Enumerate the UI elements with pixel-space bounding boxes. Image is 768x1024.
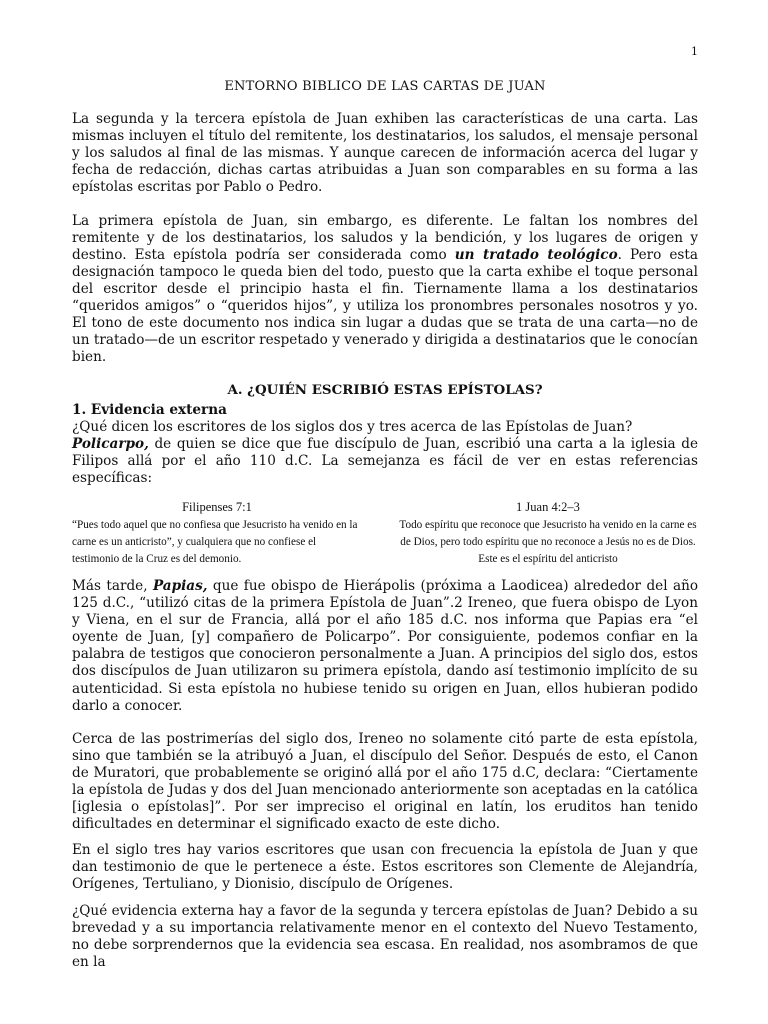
paragraph-text: La primera epístola de Juan, sin embargo, es diferente. Le faltan los nombres del remitente y de los destinatarios, los saludos y la bendición, y los lugares de origen y destino. Esta epístola podría ser considerada como bbox=[72, 212, 698, 263]
reference-quote: “Pues todo aquel que no confiesa que Jesucristo ha venido en la carne es un anticristo”, y cualquiera que no confiese el testimonio de la Cruz es del demonio. bbox=[72, 518, 358, 565]
page-number: 1 bbox=[691, 45, 698, 58]
person-name: Papias, bbox=[152, 577, 208, 594]
paragraph-papias bbox=[72, 578, 698, 715]
paragraph-text: de quien se dice que fue discípulo de Juan, escribió una carta a la iglesia de Filipos allá por el año 110 d.C. La semejanza es fácil de ver en estas referencias específicas: bbox=[72, 435, 698, 486]
document-title: ENTORNO BIBLICO DE LAS CARTAS DE JUAN bbox=[224, 79, 546, 94]
paragraph-text: que fue obispo de Hierápolis (próxima a Laodicea) alrededor del año 125 d.C., “utilizó citas de la primera Epístola de Juan”.2 Ireneo, que fuera obispo de Lyon y Viena, en el sur de Francia, allá por el año 185 d.C. nos informa que Papias era “el oyente de Juan, [y] compañero de Policarpo”. Por consiguiente, podemos confiar en la palabra de testigos que conocieron personalmente a Juan. A principios del siglo dos, estos dos discípulos de Juan utilizaron su primera epístola, dando así testimonio implícito de su autenticidad. Si esta epístola no hubiese tenido su origen en Juan, ellos hubieran podido darlo a conocer. bbox=[72, 577, 699, 714]
comparison-columns bbox=[72, 500, 698, 568]
paragraph-question: ¿Qué dicen los escritores de los siglos dos y tres acerca de las Epístolas de Juan? bbox=[72, 418, 633, 435]
paragraph-first-epistle bbox=[72, 213, 698, 367]
document-body bbox=[72, 78, 698, 971]
paragraph-evidencia: ¿Qué evidencia externa hay a favor de la segunda y tercera epístolas de Juan? Debido a su brevedad y a su importancia relativamente menor en el contexto del Nuevo Testamento, no debe sorprendernos que la evidencia sea escasa. En realidad, nos asombramos de que en la bbox=[72, 902, 698, 970]
paragraph-policarpo bbox=[72, 436, 698, 487]
paragraph-ireneo: Cerca de las postrimerías del siglo dos, Ireneo no solamente citó parte de esta epístola, sino que también se la atribuyó a Juan, el discípulo del Señor. Después de esto, el Canon de Muratori, que probablemente se originó allá por el año 175 d.C, declara: “Ciertamente la epístola de Judas y dos del Juan mencionado anteriormente son aceptadas en la católica [iglesia o epístolas]”. Por ser impreciso el original en latín, los eruditos han tenido dificultades en determinar el significado exacto de este dicho. bbox=[72, 730, 698, 833]
reference-quote: Todo espíritu que reconoce que Jesucristo ha venido en la carne es de Dios, pero todo espíritu que no reconoce a Jesús no es de Dios. Este es el espíritu del anticristo bbox=[399, 518, 697, 565]
emphasis-text: un tratado teológico bbox=[454, 246, 618, 263]
paragraph-siglo-tres: En el siglo tres hay varios escritores que usan con frecuencia la epístola de Juan y que dan testimonio de que le pertenece a éste. Estos escritores son Clemente de Alejandría, Orígenes, Tertuliano, y Dionisio, discípulo de Orígenes. bbox=[72, 842, 698, 893]
paragraph-intro: La segunda y la tercera epístola de Juan exhiben las características de una carta. Las mismas incluyen el título del remitente, los destinatarios, los saludos, el mensaje personal y los saludos al final de las mismas. Y aunque carecen de información acerca del lugar y fecha de redacción, dichas cartas atribuidas a Juan son comparables en su forma a las epístolas escritas por Pablo o Pedro. bbox=[72, 111, 698, 196]
section-heading: A. ¿QUIÉN ESCRIBIÓ ESTAS EPÍSTOLAS? bbox=[227, 382, 543, 399]
reference-title: Filipenses 7:1 bbox=[182, 499, 252, 514]
comparison-right bbox=[398, 500, 698, 568]
paragraph-text: Más tarde, bbox=[72, 577, 153, 594]
comparison-left bbox=[72, 500, 362, 568]
person-name: Policarpo, bbox=[72, 435, 149, 452]
paragraph-text: . Pero esta designación tampoco le queda bien del todo, puesto que la carta exhibe el toque personal del escritor desde el principio hasta el fin. Tiernamente llama a los destinatarios “queridos amigos” o “queridos hijos”, y utiliza los pronombres personales nosotros y yo. El tono de este documento nos indica sin lugar a dudas que se trata de una carta—no de un tratado—de un escritor respetado y venerado y dirigida a destinatarios que le conocían bien. bbox=[72, 246, 698, 366]
subsection-heading: 1. Evidencia externa bbox=[72, 401, 227, 418]
reference-title: 1 Juan 4:2–3 bbox=[516, 499, 580, 514]
